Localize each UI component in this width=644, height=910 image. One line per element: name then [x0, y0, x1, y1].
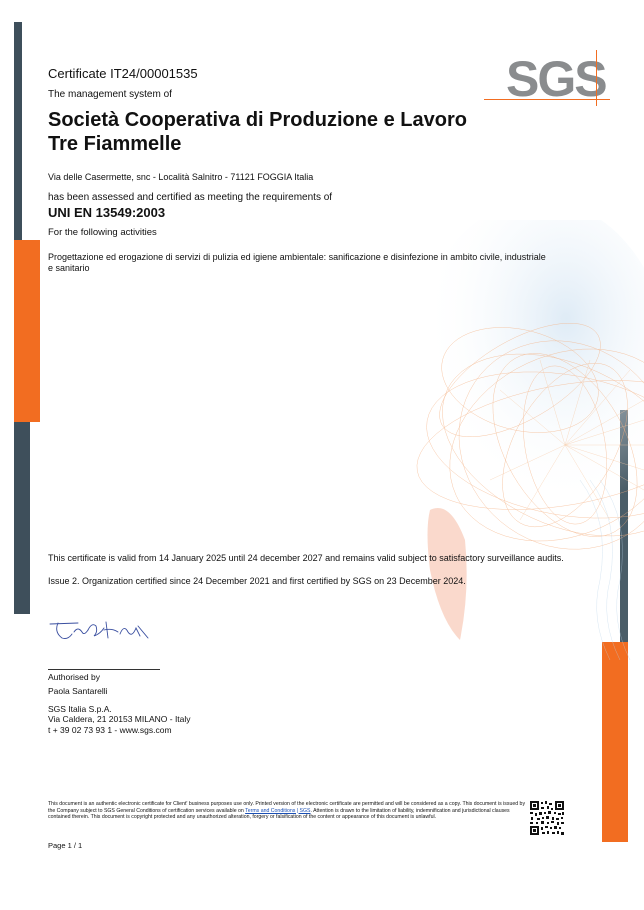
signature-line: [48, 669, 160, 670]
disclaimer-text-1: This document is an authentic electronic certificate for Client' business purposes use only. Printed version of the electronic certificate are permitted and will be considered as a copy. This document is issued by the Company subject to SGS General Conditions of certification services available on: [48, 801, 526, 814]
sgs-contact: t + 39 02 73 93 1 - www.sgs.com: [48, 725, 172, 735]
standard-name: UNI EN 13549:2003: [48, 205, 166, 220]
certificate-number: Certificate IT24/00001535: [48, 66, 198, 81]
sgs-company-name: SGS Italia S.p.A.: [48, 704, 112, 714]
handwritten-signature: [48, 616, 158, 644]
company-name: Società Cooperativa di Produzione e Lavoro Tre Fiammelle: [48, 109, 467, 155]
logo-vertical-rule: [596, 50, 597, 106]
issue-statement: Issue 2. Organization certified since 24 December 2021 and first certified by SGS on 23 December 2024.: [48, 576, 466, 586]
left-bar-top-slate: [14, 22, 22, 240]
logo-horizontal-rule: [484, 99, 610, 100]
footer-disclaimer: [48, 801, 526, 821]
management-system-label: The management system of: [48, 89, 172, 100]
left-bar-bottom-slate: [14, 422, 30, 614]
left-bar-orange: [14, 240, 40, 422]
guilloche-decoration: [370, 220, 644, 670]
page-number: Page 1 / 1: [48, 841, 83, 850]
qr-code-icon: [529, 800, 565, 836]
company-address: Via delle Casermette, snc - Località Salnitro - 71121 FOGGIA Italia: [48, 172, 314, 182]
authorised-by-label: Authorised by: [48, 672, 100, 682]
terms-and-conditions-link[interactable]: Terms and Conditions | SGS: [245, 807, 311, 814]
sgs-logo-text: SGS: [506, 51, 606, 107]
right-bar-orange: [602, 642, 628, 842]
activities-label: For the following activities: [48, 227, 157, 238]
assessed-statement: has been assessed and certified as meeting the requirements of: [48, 192, 333, 203]
validity-statement: This certificate is valid from 14 January 2025 until 24 december 2027 and remains valid subject to satisfactory surveillance audits.: [48, 553, 564, 563]
activities-description: Progettazione ed erogazione di servizi di pulizia ed igiene ambientale: sanificazione e disinfezione in ambito civile, industriale e sanitario: [48, 252, 546, 273]
authoriser-name: Paola Santarelli: [48, 686, 108, 696]
disclaimer-text-2: . Attention is drawn to the limitation of liability, indemnification and jurisdictional clauses contained therein. This document is copyright protected and any unauthorized alteration, forgery or falsification of the content or appearance of this document is unlawful.: [48, 807, 510, 821]
sgs-address: Via Caldera, 21 20153 MILANO - Italy: [48, 714, 191, 724]
